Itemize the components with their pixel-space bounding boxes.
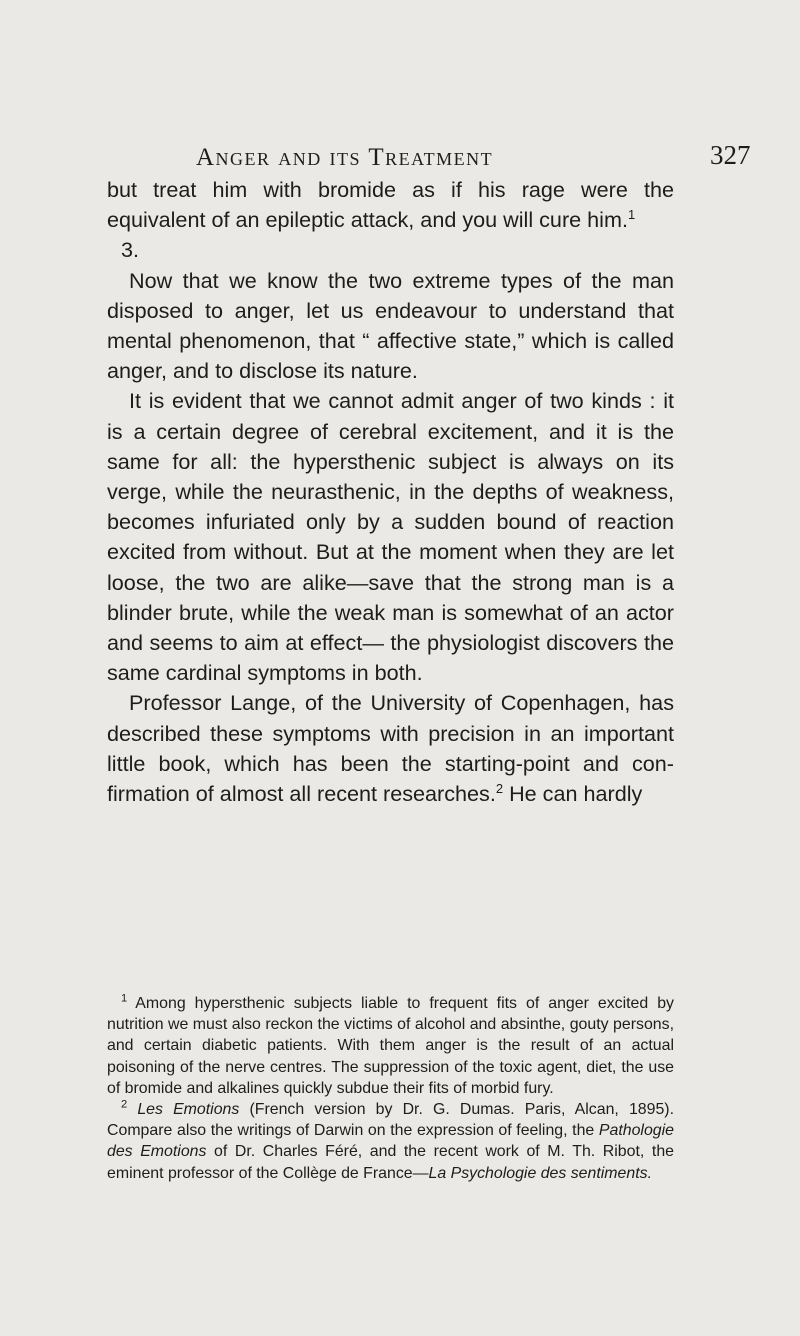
footnote-text: Among hypersthenic subjects liable to frequent fits of anger excited by nutrition we must also reckon the victims of alcohol and absinthe, gouty persons, and certain diabetic patients. With them anger is the result of an actual poisoning of the nerve centres. The suppression of the toxic agent, diet, the use of bromide and alkalines quickly subdue their fits of morbid fury.: [107, 995, 674, 1097]
paragraph-text: Professor Lange, of the University of Copenhagen, has described these symptoms with precision in an important little book, which has been the starting-point and con- firmation of almost all recent researches.: [107, 690, 674, 807]
footnote-mark: 2: [121, 1098, 128, 1111]
book-title: Les Emotions: [137, 1101, 240, 1119]
section-number: 3.: [121, 237, 140, 263]
book-title: La Psychologie des sentiments.: [428, 1164, 652, 1182]
footnote-text: of Dr. Charles Féré, and the recent work of M. Th. Ribot, the eminent professor of the Collège de France—: [107, 1143, 674, 1182]
running-head-title: Anger and its Treatment: [196, 144, 494, 171]
footnote: [107, 1099, 674, 1184]
body-text: [107, 175, 674, 809]
paragraph-text: He can hardly: [503, 781, 643, 807]
paragraph: [107, 688, 674, 809]
paragraph: Now that we know the two extreme types of the man disposed to anger, let us endeavour to understand that mental phenomenon, that “ affective state,” which is called anger, and to disclose its nature.: [107, 267, 674, 384]
footnote-ref: 2: [495, 780, 504, 796]
book-title: Pathologie des Emotions: [107, 1122, 674, 1161]
footnotes: [107, 993, 674, 1184]
running-head: [196, 144, 756, 172]
footnote-ref: 1: [627, 207, 636, 223]
footnote: [107, 993, 674, 1099]
footnote-mark: 1: [121, 992, 128, 1005]
paragraph: It is evident that we cannot admit anger of two kinds : it is a certain degree of cerebral excitement, and it is the same for all: the hypersthenic subject is always on its verge, while the neurasthenic, in the depths of weakness, becomes infuriated only by a sudden bound of reaction excited from without. But at the moment when they are let loose, the two are alike—save that the strong man is a blinder brute, while the weak man is somewhat of an actor and seems to aim at effect— the physiologist discovers the same cardinal symptoms in both.: [107, 388, 674, 686]
page-number: 327: [710, 140, 751, 170]
paragraph-continued: [107, 175, 674, 235]
paragraph-text: but treat him with bromide as if his rage were the equivalent of an epileptic attack, and you will cure him.: [107, 177, 674, 233]
footnote-text: (French version by Dr. G. Dumas. Paris, Alcan, 1895). Compare also the writings of Darwin on the expression of feeling, the: [107, 1101, 675, 1140]
